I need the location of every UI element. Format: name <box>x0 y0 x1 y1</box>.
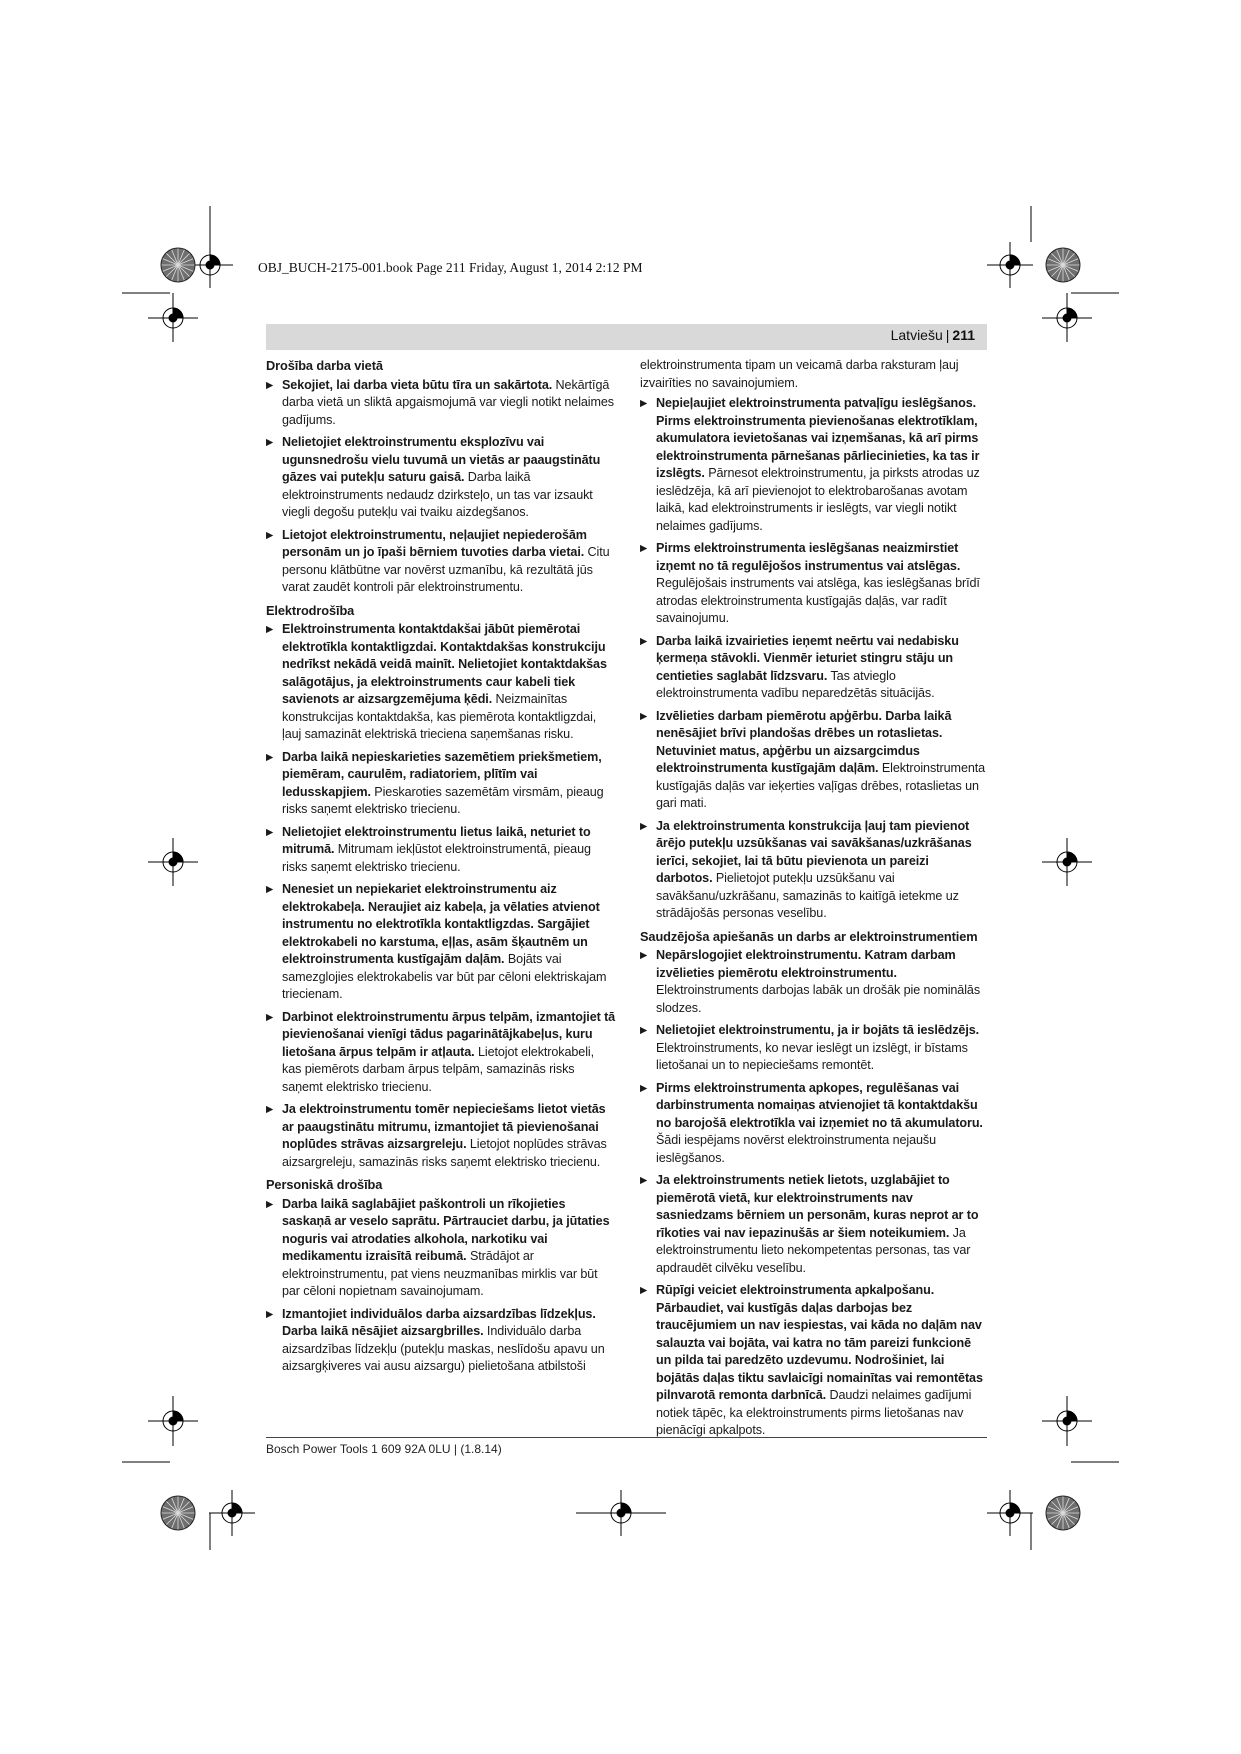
safety-item <box>266 1196 616 1301</box>
crosshair-target-left-upper <box>148 293 198 342</box>
continued-paragraph: elektroinstrumenta tipam un veicamā darba raksturam ļauj izvairīties no savainojumiem. <box>640 358 959 390</box>
safety-item-bold: Pirms elektroinstrumenta ieslēgšanas neaizmirstiet izņemt no tā regulējošos instrumentus vai atslēgas. <box>656 541 961 573</box>
footer-divider <box>266 1437 987 1438</box>
safety-item-bold: Ja elektroinstruments netiek lietots, uzglabājiet to piemērotā vietā, kur elektroinstruments nav sasniedzams bērniem un personām, kuras neprot ar to rīkoties vai nav iepazinušās ar šiem noteikumiem. <box>656 1173 979 1240</box>
safety-item-text: Tas atvieglo elektroinstrumenta vadību neparedzētās situācijās. <box>656 668 935 700</box>
safety-item <box>640 1080 987 1168</box>
star-target-bottom-right <box>1046 1496 1080 1530</box>
crosshair-target-bottom-left <box>209 1490 255 1536</box>
safety-item-text: Citu personu klātbūtne var novērst uzmanību, kā rezultātā jūs varat zaudēt kontroli pār elektroinstrumentu. <box>282 545 610 594</box>
safety-item <box>640 1172 987 1277</box>
safety-item-bold: Nepārslogojiet elektroinstrumentu. Katram darbam izvēlieties piemērotu elektroinstrumentu. <box>656 948 956 980</box>
safety-item <box>640 818 987 923</box>
page-footer: Bosch Power Tools 1 609 92A 0LU | (1.8.14) <box>266 1442 502 1456</box>
safety-item-text: Lietojot elektrokabeli, kas piemērots darbam ārpus telpām, samazinās risks saņemt elektrisko triecienu. <box>282 1044 594 1094</box>
safety-item-bold: Ja elektroinstrumenta konstrukcija ļauj tam pievienot ārējo putekļu uzsūkšanas vai savākšanas/uzkrāšanas ierīci, sekojiet, lai tā būtu pievienota un pareizi darbotos. <box>656 818 972 885</box>
safety-item-bold: Darbinot elektroinstrumentu ārpus telpām, izmantojiet tā pievienošanai vienīgi tādus pagarinātājkabeļus, kuru lietošana ārpus telpām ir atļauta. <box>282 1009 616 1059</box>
safety-item-bold: Rūpīgi veiciet elektroinstrumenta apkalpošanu. Pārbaudiet, vai kustīgās daļas darbojas bez traucējumiem un nav iespiestas, vai kāda no daļām nav salauzta vai bojāta, vai katra no tām pareizi funkcionē un pilda tai paredzēto uzdevumu. Nodrošiniet, lai bojātās daļas tiktu savlaicīgi nomainītas vai remontētas pilnvarotā remonta darbnīcā. <box>656 1283 983 1402</box>
header-separator: | <box>945 327 950 343</box>
crosshair-target-left-middle <box>148 838 198 886</box>
safety-item-bold: Nelietojiet elektroinstrumentu, ja ir bojāts tā ieslēdzējs. <box>656 1023 980 1037</box>
safety-item-text: Darba laikā elektroinstruments nedaudz dzirksteļo, un tas var izsaukt viegli degošu putekļu vai tvaiku aizdegšanos. <box>282 470 593 519</box>
safety-item-text: Regulējošais instruments vai atslēga, kas ieslēgšanas brīdī atrodas elektroinstrumenta kustīgajās daļās, var radīt savainojumu. <box>656 576 980 625</box>
safety-item <box>266 881 616 1004</box>
safety-item-bold: Ja elektroinstrumentu tomēr nepieciešams lietot vietās ar paaugstinātu mitrumu, izmantojiet tā pievienošanai noplūdes strāvas aizsargreleju. <box>282 1102 606 1151</box>
safety-item <box>640 540 987 628</box>
section-heading-personal-safety: Personiskā drošība <box>266 1177 383 1192</box>
crosshair-target-left-lower <box>148 1396 198 1446</box>
safety-item-text: Lietojot noplūdes strāvas aizsargreleju, samazinās risks saņemt elektrisko triecienu. <box>282 1137 607 1169</box>
safety-item-text: Nekārtīgā darba vietā un sliktā apgaismojumā var viegli notikt nelaimes gadījums. <box>282 377 615 427</box>
crosshair-target-right-lower <box>1042 1396 1092 1446</box>
safety-item <box>266 434 616 522</box>
section-heading-workplace-safety: Drošība darba vietā <box>266 358 383 373</box>
right-column <box>640 357 987 1445</box>
safety-item-text: Pieskaroties sazemētām virsmām, pieaug risks saņemt elektrisko triecienu. <box>282 784 604 816</box>
book-info-line: OBJ_BUCH-2175-001.book Page 211 Friday, August 1, 2014 2:12 PM <box>258 260 643 275</box>
safety-item-text: Elektroinstruments, ko nevar ieslēgt un izslēgt, ir bīstams lietošanai un to nepieciešams remontēt. <box>656 1040 968 1072</box>
safety-item <box>266 1009 616 1097</box>
safety-item-text: Ja elektroinstrumentu lieto nekompetentas personas, tas var apdraudēt cilvēku veselību. <box>656 1225 971 1275</box>
star-target-top-right <box>1046 248 1080 282</box>
safety-item-bold: Darba laikā izvairieties ieņemt neērtu vai nedabisku ķermeņa stāvokli. Vienmēr ieturiet stingru stāju un centieties saglabāt līdzsvaru. <box>656 633 959 683</box>
safety-item-text: Daudzi nelaimes gadījumi notiek tāpēc, ka elektroinstruments pirms lietošanas nav pienācīgi apkalpots. <box>656 1388 972 1437</box>
safety-item <box>640 1282 987 1440</box>
crosshair-target-right-upper <box>1042 293 1092 342</box>
crosshair-target-top-right <box>987 242 1033 288</box>
header-language: Latviešu <box>890 327 943 343</box>
safety-item-text: Elektroinstrumenta kustīgajās daļās var ieķerties vaļīgas drēbes, rotaslietas un gari mati. <box>656 761 986 810</box>
left-column <box>266 357 616 1381</box>
safety-item-bold: Darba laikā saglabājiet paškontroli un rīkojieties saskaņā ar veselo saprātu. Pārtrauciet darbu, ja jūtaties noguris vai atrodaties alkohola, narkotiku vai medikamentu izraisītā reibumā. <box>282 1196 610 1263</box>
safety-item-bold: Izvēlieties darbam piemērotu apģērbu. Darba laikā nenēsājiet brīvi plandošas drēbes un rotaslietas. Netuviniet matus, apģērbu un aizsargcimdus elektroinstrumenta kustīgajām daļām. <box>656 708 952 775</box>
safety-item <box>640 633 987 703</box>
safety-item-bold: Nepieļaujiet elektroinstrumenta patvaļīgu ieslēgšanos. Pirms elektroinstrumenta pievienošanas elektrotīklam, akumulatora ievietošanas vai izņemšanas, kā arī pirms elektroinstrumenta pārnešanas pārliecinieties, ka tas ir izslēgts. <box>656 396 980 480</box>
safety-item <box>640 1022 987 1075</box>
safety-item <box>266 377 616 430</box>
crosshair-target-bottom-right <box>987 1490 1033 1536</box>
crosshair-target-right-middle <box>1042 838 1092 886</box>
star-target-top-left <box>161 248 195 282</box>
page-number: 211 <box>952 327 975 343</box>
safety-item-bold: Pirms elektroinstrumenta apkopes, regulēšanas vai darbinstrumenta nomaiņas atvienojiet tā kontaktdakšu no barojošā elektrotīkla vai izņemiet no tā akumulatoru. <box>656 1080 983 1130</box>
safety-item <box>640 708 987 813</box>
safety-item <box>266 1306 616 1376</box>
crosshair-target-top-left <box>187 242 233 288</box>
safety-item <box>640 395 987 535</box>
safety-item-bold: Darba laikā nepieskarieties sazemētiem priekšmetiem, piemēram, caurulēm, radiatoriem, plītīm vai ledusskapjiem. <box>282 749 602 799</box>
safety-item-text: Bojāts vai samezglojies elektrokabelis var būt par cēloni elektriskajam triecienam. <box>282 952 607 1001</box>
safety-item <box>266 621 616 744</box>
safety-item-text: Šādi iespējams novērst elektroinstrumenta nejaušu ieslēgšanos. <box>656 1133 937 1165</box>
safety-item <box>640 947 987 1017</box>
safety-item-bold: Izmantojiet individuālos darba aizsardzības līdzekļus. Darba laikā nēsājiet aizsargbrilles. <box>282 1306 596 1338</box>
safety-item <box>266 749 616 819</box>
safety-item-text: Pielietojot putekļu uzsūkšanu vai savākšanu/uzkrāšanu, samazinās to kaitīgā ietekme uz strādājošās personas veselību. <box>656 871 959 920</box>
section-heading-tool-use-and-care: Saudzējoša apiešanās un darbs ar elektroinstrumentiem <box>640 928 978 944</box>
safety-item-bold: Nelietojiet elektroinstrumentu eksplozīvu vai ugunsnedrošu vielu tuvumā un vietās ar paaugstinātu gāzes vai putekļu saturu gaisā. <box>282 435 601 484</box>
safety-item-text: Neizmainītas konstrukcijas kontaktdakša, kas piemērota kontaktligzdai, ļauj samazināt elektriskā trieciena saņemšanas risku. <box>282 692 597 741</box>
safety-item-text: Individuālo darba aizsardzības līdzekļu (putekļu maskas, neslīdošu apavu un aizsargķiveres vai ausu aizsargu) pielietošana atbilstoši <box>282 1324 605 1373</box>
safety-item-text: Strādājot ar elektroinstrumentu, pat viens neuzmanības mirklis var būt par cēloni nopietnam savainojumam. <box>282 1249 598 1298</box>
section-heading-electrical-safety: Elektrodrošība <box>266 602 355 618</box>
safety-item <box>266 824 616 877</box>
page-header <box>891 327 975 343</box>
star-target-bottom-left <box>161 1496 195 1530</box>
safety-item-bold: Nelietojiet elektroinstrumentu lietus laikā, neturiet to mitrumā. <box>282 824 591 856</box>
safety-item-text: Mitrumam iekļūstot elektroinstrumentā, pieaug risks saņemt elektrisko triecienu. <box>282 842 591 874</box>
safety-item-bold: Lietojot elektroinstrumentu, neļaujiet nepiederošām personām un jo īpaši bērniem tuvoties darba vietai. <box>282 527 587 559</box>
page-header-bar <box>266 324 987 350</box>
safety-item-text: Pārnesot elektroinstrumentu, ja pirksts atrodas uz ieslēdzēja, kā arī pievienojot to elektrobarošanas avotam laikā, kad elektroinstruments ir ieslēgts, var viegli notikt nelaimes gadījums. <box>656 466 980 533</box>
safety-item <box>266 1101 616 1171</box>
safety-item-bold: Sekojiet, lai darba vieta būtu tīra un sakārtota. <box>282 377 553 392</box>
safety-item-bold: Nenesiet un nepiekariet elektroinstrumentu aiz elektrokabeļa. Neraujiet aiz kabeļa, ja vēlaties atvienot instrumentu no elektrotīkla kontaktligzdas. Sargājiet elektrokabeli no karstuma, eļļas, asām šķautnēm un elektroinstrumenta kustīgajām daļām. <box>282 882 600 966</box>
safety-item-bold: Elektroinstrumenta kontaktdakšai jābūt piemērotai elektrotīkla kontaktligzdai. Kontaktdakšas konstrukciju nedrīkst nekādā veidā mainīt. Nelietojiet kontaktdakšas salāgotājus, ja elektroinstruments caur kabeli tiek savienots ar aizsargzemējuma ķēdi. <box>282 622 607 706</box>
safety-item <box>266 527 616 597</box>
crosshair-target-bottom-center <box>576 1490 666 1536</box>
safety-item-text: Elektroinstruments darbojas labāk un drošāk pie nominālās slodzes. <box>656 983 981 1015</box>
